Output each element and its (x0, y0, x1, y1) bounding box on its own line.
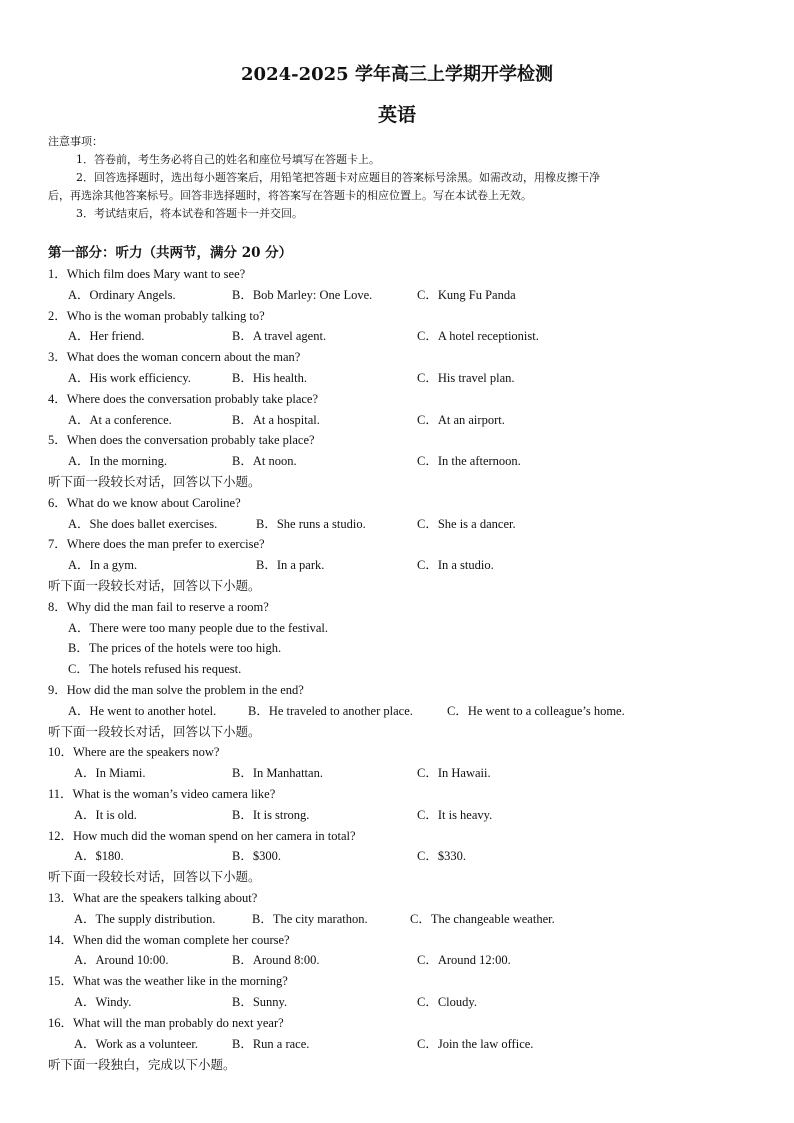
q12-option-a: A．$180. (74, 849, 124, 863)
notes-heading: 注意事项： (48, 135, 103, 148)
q1-option-b: B．Bob Marley: One Love. (232, 288, 373, 302)
q15-option-b: B．Sunny. (232, 995, 288, 1009)
q10-option-a: A．In Miami. (74, 766, 146, 780)
question-16: 16．What will the man probably do next year? (48, 1016, 284, 1030)
q11-option-b: B．It is strong. (232, 808, 310, 822)
q9-option-a: A．He went to another hotel. (68, 704, 217, 718)
q3-option-b: B．His health. (232, 371, 307, 385)
instruction-1: 听下面一段较长对话，回答以下小题。 (48, 474, 261, 489)
q5-option-b: B．At noon. (232, 454, 297, 468)
q12-option-b: B．$300. (232, 849, 281, 863)
q14-option-b: B．Around 8:00. (232, 953, 320, 967)
q7-option-c: C．In a studio. (417, 558, 494, 572)
question-6: 6．What do we know about Caroline? (48, 496, 241, 510)
q3-option-c: C．His travel plan. (417, 371, 515, 385)
q1-option-c: C．Kung Fu Panda (417, 288, 516, 302)
q13-option-a: A．The supply distribution. (74, 912, 216, 926)
q16-option-a: A．Work as a volunteer. (74, 1037, 198, 1051)
question-10: 10．Where are the speakers now? (48, 745, 220, 759)
question-15: 15．What was the weather like in the morning? (48, 974, 288, 988)
instruction-2: 听下面一段较长对话，回答以下小题。 (48, 578, 261, 593)
q7-option-a: A．In a gym. (68, 558, 138, 572)
q14-option-c: C．Around 12:00. (417, 953, 511, 967)
q2-option-c: C．A hotel receptionist. (417, 329, 539, 343)
question-3: 3．What does the woman concern about the man? (48, 350, 301, 364)
question-13: 13．What are the speakers talking about? (48, 891, 258, 905)
instruction-monologue: 听下面一段独白，完成以下小题。 (48, 1057, 236, 1072)
question-12: 12．How much did the woman spend on her camera in total? (48, 829, 356, 843)
q4-option-b: B．At a hospital. (232, 413, 320, 427)
q15-option-a: A．Windy. (74, 995, 132, 1009)
q8-option-b: B．The prices of the hotels were too high. (68, 641, 282, 655)
exam-subject: 英语 (377, 104, 416, 126)
question-11: 11．What is the woman’s video camera like? (48, 787, 276, 801)
q11-option-c: C．It is heavy. (417, 808, 493, 822)
q9-option-c: C．He went to a colleague’s home. (447, 704, 625, 718)
question-9: 9．How did the man solve the problem in the end? (48, 683, 304, 697)
q2-option-b: B．A travel agent. (232, 329, 327, 343)
q6-option-a: A．She does ballet exercises. (68, 517, 218, 531)
q8-option-a: A．There were too many people due to the festival. (68, 621, 328, 635)
question-14: 14．When did the woman complete her course? (48, 933, 290, 947)
instruction-3: 听下面一段较长对话，回答以下小题。 (48, 724, 261, 739)
q12-option-c: C．$330. (417, 849, 466, 863)
note-item-2a: 2．回答选择题时，选出每小题答案后，用铅笔把答题卡对应题目的答案标号涂黑。如需改动，用橡皮擦干净 (76, 171, 600, 184)
note-item-1: 1．答卷前，考生务必将自己的姓名和座位号填写在答题卡上。 (76, 153, 380, 166)
instruction-4: 听下面一段较长对话，回答以下小题。 (48, 869, 261, 884)
q6-option-b: B．She runs a studio. (256, 517, 366, 531)
q9-option-b: B．He traveled to another place. (248, 704, 413, 718)
q10-option-c: C．In Hawaii. (417, 766, 491, 780)
q16-option-b: B．Run a race. (232, 1037, 310, 1051)
question-8: 8．Why did the man fail to reserve a room? (48, 600, 269, 614)
q4-option-a: A．At a conference. (68, 413, 172, 427)
q11-option-a: A．It is old. (74, 808, 137, 822)
q8-option-c: C．The hotels refused his request. (68, 662, 242, 676)
q7-option-b: B．In a park. (256, 558, 325, 572)
q5-option-c: C．In the afternoon. (417, 454, 521, 468)
q1-option-a: A．Ordinary Angels. (68, 288, 176, 302)
q2-option-a: A．Her friend. (68, 329, 145, 343)
q16-option-c: C．Join the law office. (417, 1037, 534, 1051)
question-2: 2．Who is the woman probably talking to? (48, 309, 265, 323)
exam-title: 2024-2025 学年高三上学期开学检测 (241, 64, 553, 85)
q10-option-b: B．In Manhattan. (232, 766, 323, 780)
q13-option-b: B．The city marathon. (252, 912, 368, 926)
question-4: 4．Where does the conversation probably take place? (48, 392, 319, 406)
section-title: 第一部分：听力（共两节，满分 20 分） (48, 245, 293, 261)
q4-option-c: C．At an airport. (417, 413, 505, 427)
note-item-2b: 后，再选涂其他答案标号。回答非选择题时，将答案写在答题卡的相应位置上。写在本试卷上无效。 (48, 189, 532, 202)
question-5: 5．When does the conversation probably take place? (48, 433, 315, 447)
q6-option-c: C．She is a dancer. (417, 517, 516, 531)
q13-option-c: C．The changeable weather. (410, 912, 555, 926)
question-1: 1．Which film does Mary want to see? (48, 267, 246, 281)
q15-option-c: C．Cloudy. (417, 995, 477, 1009)
q5-option-a: A．In the morning. (68, 454, 167, 468)
q14-option-a: A．Around 10:00. (74, 953, 169, 967)
question-7: 7．Where does the man prefer to exercise? (48, 537, 265, 551)
note-item-3: 3．考试结束后，将本试卷和答题卡一并交回。 (76, 207, 303, 220)
q3-option-a: A．His work efficiency. (68, 371, 191, 385)
